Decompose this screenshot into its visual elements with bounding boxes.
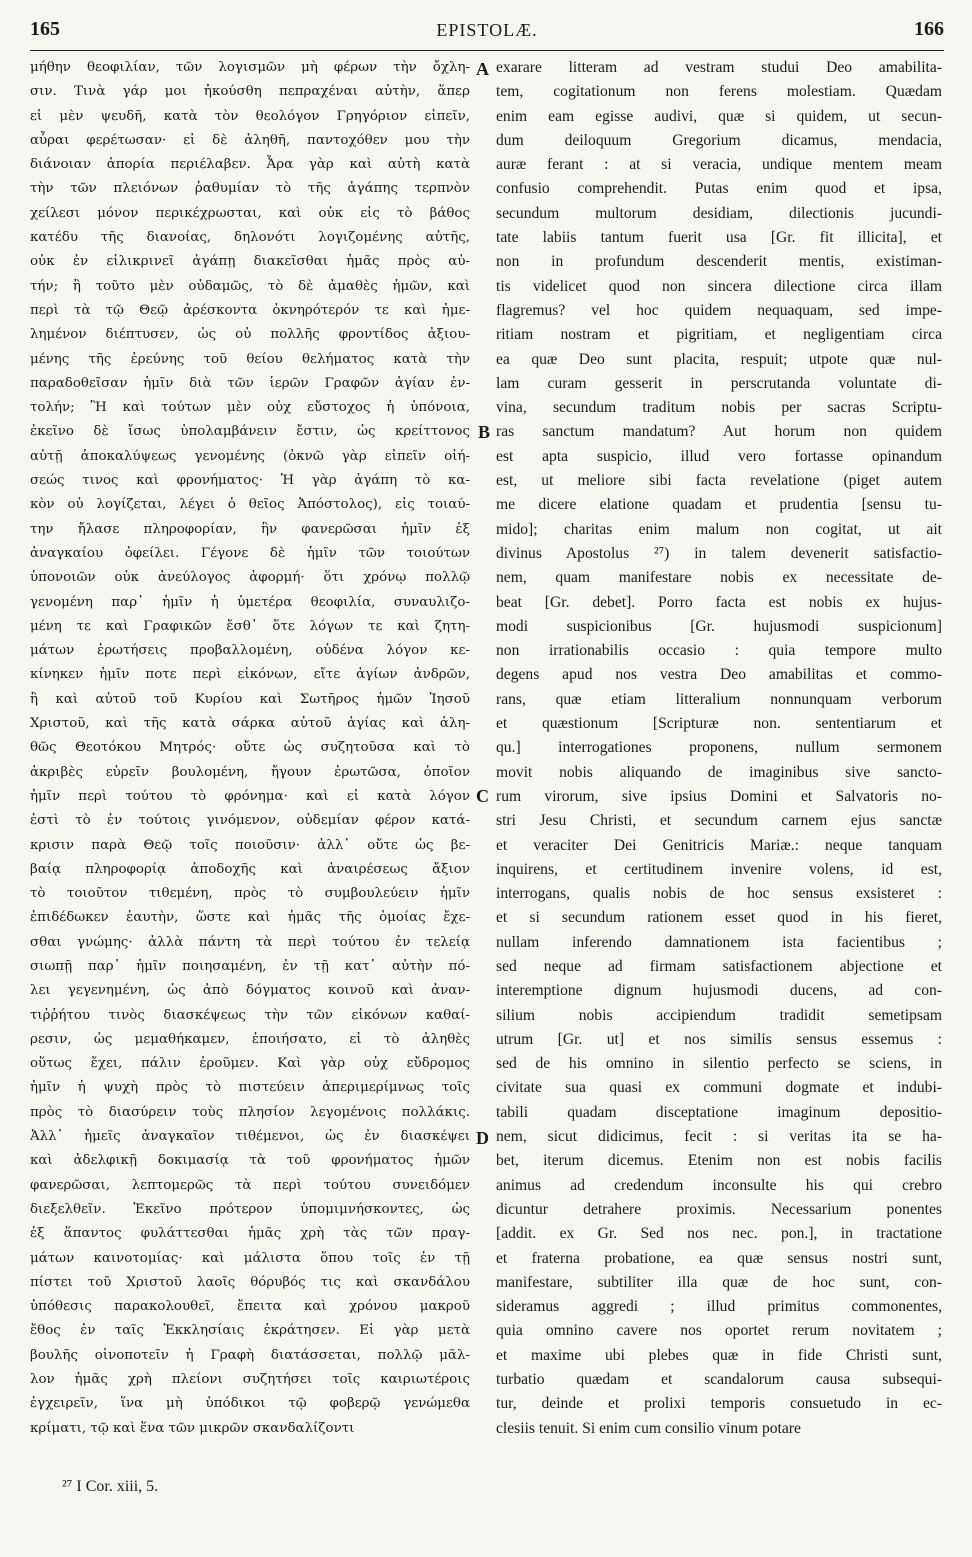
greek-text-line: κίνηκεν ἡμῖν ποτε περὶ εἰκόνων, εἴτε ἁγίων ἀνδρῶν, bbox=[30, 667, 470, 683]
latin-text-line: sed de his omnino in silentio perfecto se sciens, in bbox=[496, 1055, 942, 1073]
greek-text-line: κατέδυ τῆς διανοίας, δηλονότι λογιζομένης αὐτῆς, bbox=[30, 230, 470, 246]
latin-text-line: vina, secundum traditum nobis per sacras Scriptu- bbox=[496, 399, 942, 417]
greek-text-line: ἀκριβὲς εὑρεῖν βουλομένη, ἤγουν ἐρωτῶσα, ὁποῖον bbox=[30, 764, 470, 780]
greek-text-line: ἐγχειρεῖν, ἵνα μὴ ὑπόδικοι τῷ φοβερῷ γενώμεθα bbox=[30, 1396, 470, 1412]
latin-text-line: enim eam egisse audivi, quæ si quidem, ut secun- bbox=[496, 107, 942, 125]
latin-text-line: confusio comprehendit. Putas enim quod et ipsa, bbox=[496, 180, 942, 198]
footnote: ²⁷ I Cor. xiii, 5. bbox=[62, 1478, 159, 1495]
greek-text-line: μάτων ἐρωτήσεις προβαλλομένη, οὐδένα λόγον κε- bbox=[30, 643, 470, 659]
greek-text-line: ἢ καὶ αὐτοῦ τοῦ Κυρίου καὶ Σωτῆρος ἡμῶν Ἰησοῦ bbox=[30, 691, 470, 707]
latin-text-line: interrogans, qualis nobis de hoc sensus exsisteret : bbox=[496, 885, 942, 903]
greek-text-line: σιωπῇ παρ᾽ ἡμῖν ποιησαμένη, ἐν τῇ κατ᾽ αὐτὴν πό- bbox=[30, 958, 470, 974]
latin-text-line: tur, deinde et prolixi temporis consuetudo in ec- bbox=[496, 1395, 942, 1413]
latin-text-line: est, ut meliore sibi facta revelatione (piget autem bbox=[496, 472, 942, 490]
running-title: EPISTOLÆ. bbox=[436, 20, 538, 40]
section-marker-b: B bbox=[478, 422, 491, 442]
greek-text-line: περὶ τὰ τῷ Θεῷ ἀρέσκοντα ὀκνηρότερόν τε καὶ ἠμε- bbox=[30, 302, 470, 318]
latin-text-line: manifestare, subtiliter illa quæ de hoc sunt, con- bbox=[496, 1273, 942, 1291]
greek-text-line: λον ἡμᾶς χρὴ πλείονι συζητήσει τοῖς καιριωτέροις bbox=[30, 1372, 470, 1388]
greek-text-line: ὑπονοιῶν οὐκ ἀνεύλογος ἀφορμή· ὅτι χρόνῳ πολλῷ bbox=[30, 570, 470, 586]
greek-text-line: βουλῆς οἰνοποτεῖν ἡ Γραφὴ διατάσσεται, πολλῷ μᾶλ- bbox=[30, 1347, 470, 1363]
greek-text-line: ἔθος ἐν ταῖς Ἐκκλησίαις ἐκράτησεν. Εἰ γὰρ μετὰ bbox=[30, 1323, 470, 1339]
greek-text-line: διάνοιαν ἀπορία περιέλαβεν. Ἆρα γὰρ καὶ αὐτὴ κατὰ bbox=[30, 157, 470, 173]
latin-text-line: tis videlicet quod non sincera dilectione circa illam bbox=[496, 277, 942, 295]
greek-text-line: αὐτῇ ἀποκαλύψεως γενομένης (ὀκνῶ γὰρ εἰπεῖν οἰή- bbox=[30, 448, 470, 464]
page-number-right: 166 bbox=[914, 18, 944, 40]
latin-text-line: ras sanctum mandatum? Aut horum non quidem bbox=[496, 423, 942, 441]
greek-text-line: τὸ τοιοῦτον τιθεμένη, πρὸς τὸ συμβουλεύειν ἡμῖν bbox=[30, 886, 470, 902]
latin-text-line: secundum multorum desidiam, dilectionis jucundi- bbox=[496, 204, 942, 222]
latin-text-line: et si secundum rationem esset quod in his fieret, bbox=[496, 909, 942, 927]
greek-text-line: Χριστοῦ, καὶ τῆς κατὰ σάρκα αὐτοῦ ἁγίας καὶ ἀλη- bbox=[30, 716, 470, 732]
latin-text-line: ritiam nostram et pigritiam, et negligentiam circa bbox=[496, 326, 942, 344]
greek-text-line: Ἀλλ᾽ ἡμεῖς ἀναγκαῖον τιθέμενοι, ὡς ἐν διασκέψει bbox=[30, 1129, 470, 1145]
greek-text-line: μένη τε καὶ Γραφικῶν ἔσθ᾽ ὅτε λόγων τε καὶ ζητη- bbox=[30, 618, 470, 634]
section-marker-a: A bbox=[476, 59, 489, 79]
latin-text-line: exarare litteram ad vestram studui Deo amabilita- bbox=[496, 59, 942, 76]
greek-text-line: ρεσιν, ὡς μεμαθήκαμεν, ἐποιήσατο, εἰ τὸ ἀληθὲς bbox=[30, 1031, 470, 1047]
greek-text-line: ἐκεῖνο δὲ ἴσως ὑπολαμβάνειν ἔστιν, ὡς κρείττονος bbox=[30, 424, 470, 440]
greek-text-line: οὕτως ἔχει, πάλιν ἐροῦμεν. Καὶ γὰρ οὐχ εὔδρομος bbox=[30, 1056, 470, 1072]
latin-text-line: rum virorum, sive ipsius Domini et Salvatoris no- bbox=[496, 787, 942, 805]
latin-text-line: inquirens, et certitudinem invenire volens, id est, bbox=[496, 860, 942, 878]
latin-text-line: utrum [Gr. ut] et nos similis sensus essemus : bbox=[496, 1030, 942, 1048]
greek-text-line: ἡμῖν ἡ ψυχὴ πρὸς τὸ πιστεύειν ἀπεριμερίμνως τοῖς bbox=[30, 1080, 470, 1096]
latin-text-line: nem, sicut didicimus, fecit : si veritas ita se ha- bbox=[496, 1128, 942, 1146]
latin-text-line: auræ ferant : at si veracia, undique mentem meam bbox=[496, 156, 942, 174]
latin-text-line: interemptione dignum hujusmodi ducens, ad con- bbox=[496, 982, 942, 1000]
latin-text-line: clesiis tenuit. Si enim cum consilio vinum potare bbox=[496, 1419, 801, 1437]
greek-text-line: φανερῶσαι, λεπτομερῶς τὰ περὶ τούτου συνειδόμεν bbox=[30, 1177, 470, 1193]
greek-text-line: τολήν; Ἢ καὶ τούτων μὲν οὐχ εὔστοχος ἡ ὑπόνοια, bbox=[30, 400, 470, 416]
greek-text-line: μάτων καινοτομίας· καὶ μάλιστα ὅπου τοῖς ἐν τῇ bbox=[30, 1250, 470, 1266]
latin-text-line: flagremus? vel hoc quidem nequaquam, sed impe- bbox=[496, 301, 942, 319]
greek-text-line: πίστει τοῦ Χριστοῦ λαοῖς θόρυβός τις καὶ σκανδάλου bbox=[30, 1274, 470, 1290]
greek-text-line: ἐστὶ τὸ ἐν τούτοις γινόμενον, οὐδεμίαν φέρον κατά- bbox=[30, 813, 470, 829]
latin-text-line: [addit. ex Gr. Sed nos nec. pon.], in tractatione bbox=[496, 1225, 942, 1243]
greek-text-line: διεξελθεῖν. Ἐκεῖνο πρότερον ὑπομιμνήσκοντες, ὡς bbox=[30, 1201, 470, 1217]
greek-text-line: σεώς τινος καὶ φρονήματος· Ἡ γὰρ ἀγάπη τὸ κα- bbox=[30, 473, 470, 489]
latin-text-line: silium nobis accipiendum tradidit semetipsam bbox=[496, 1006, 942, 1024]
latin-text-line: tate labiis tantum fuerit usa [Gr. fit illicita], et bbox=[496, 229, 942, 247]
greek-text-line: ὑπόθεσις παρακολουθεῖ, ἔπειτα καὶ χρόνου μακροῦ bbox=[30, 1299, 470, 1315]
greek-text-line: καὶ ἀδελφικῇ δοκιμασίᾳ τὰ τοῦ φρονήματος ἡμῶν bbox=[30, 1153, 470, 1169]
section-marker-c: C bbox=[476, 786, 489, 806]
greek-text-line: τήν; ἢ τοῦτο μὲν οὐδαμῶς, τὸ δὲ ἀμαθὲς ἡμῶν, καὶ bbox=[30, 278, 470, 294]
latin-text-line: ea quæ Deo sunt placita, respuit; utpote quæ nul- bbox=[496, 350, 942, 368]
greek-text-line: βαίᾳ πληροφορίᾳ ἀποδοχῆς καὶ ἀναιρέσεως ἄξιον bbox=[30, 861, 470, 877]
latin-text-line: nullam inferendo damnationem ista facientibus ; bbox=[496, 933, 942, 951]
greek-text-line: τιῤῥήτου τινὸς διασκέψεως τὴν τῶν εἰκόνων καθαί- bbox=[30, 1007, 470, 1023]
latin-text-line: beat [Gr. debet]. Porro facta est nobis ex hujus- bbox=[496, 593, 942, 611]
greek-text-line: παραδοθεῖσαν ἡμῖν διὰ τῶν ἱερῶν Γραφῶν ἁγίαν ἐν- bbox=[30, 375, 470, 391]
latin-text-line: sideramus aggredi ; illud primitus commonentes, bbox=[496, 1298, 942, 1316]
page-header bbox=[30, 16, 944, 51]
greek-text-line: αὖραι φερέτωσαν· εἰ δὲ ἀληθῆ, παντοχόθεν μου τὴν bbox=[30, 132, 470, 148]
section-marker-d: D bbox=[476, 1128, 489, 1148]
latin-text-line: rans, quæ etiam litteralium nonnunquam verborum bbox=[496, 690, 942, 708]
greek-text-line: ἀναγκαίου ὀφείλει. Γέγονε δὲ ἡμῖν τῶν τοιούτων bbox=[30, 545, 470, 561]
greek-text-line: ἐξ ἅπαντος φυλάττεσθαι ἡμᾶς χρὴ τὰς τῶν πραγ- bbox=[30, 1226, 470, 1242]
latin-text-line: degens apud nos vestra Deo amabilitas et commo- bbox=[496, 666, 942, 684]
latin-text-line: stri Jesu Christi, et secundum carnem ejus sanctæ bbox=[496, 812, 942, 830]
greek-text-line: κρίματι, τῷ καὶ ἕνα τῶν μικρῶν σκανδαλίζοντι bbox=[30, 1420, 355, 1436]
latin-text-line: movit nobis aliquando de imaginibus sive sancto- bbox=[496, 763, 942, 781]
latin-text-line: me dicere elatione quadam et prudentia [sensu tu- bbox=[496, 496, 942, 514]
greek-text-line: χείλεσι μόνον περικέχρωσται, καὶ οὐκ εἰς τὸ βάθος bbox=[30, 205, 470, 221]
latin-text-line: dicuntur detrahere proximis. Necessarium ponentes bbox=[496, 1200, 942, 1218]
latin-text-line: dum deiloquum Gregorium dicamus, mendacia, bbox=[496, 131, 942, 149]
latin-text-line: et quæstionum [Scripturæ non. sententiarum et bbox=[496, 715, 942, 733]
greek-text-line: τὴν τῶν πλειόνων ῥαθυμίαν τὸ τῆς ἀγάπης τερπνὸν bbox=[30, 181, 470, 197]
greek-text-line: λημένον διέπτυσεν, ὡς οὐ πολλῆς φροντίδος ἀξιου- bbox=[30, 327, 470, 343]
greek-text-line: θῶς Θεοτόκου Μητρός· οὔτε ὡς συζητοῦσα καὶ τὸ bbox=[30, 740, 470, 756]
latin-text-line: et fraterna probatione, ea quæ sensus nostri sunt, bbox=[496, 1249, 942, 1267]
greek-text-line: σιν. Τινὰ γάρ μοι ἠκούσθη πεπραχέναι αὐτὴν, ἅπερ bbox=[30, 84, 470, 100]
greek-text-line: οὐκ ἐν εἰλικρινεῖ ἀγάπῃ διακεῖσθαι ἡμᾶς πρὸς αὐ- bbox=[30, 254, 470, 270]
latin-text-line: civitate sua quasi ex communi dogmate et indubi- bbox=[496, 1079, 942, 1097]
greek-text-line: σθαι γνώμης· ἀλλὰ πάντη τὰ περὶ τούτου ἐν τελείᾳ bbox=[30, 934, 470, 950]
greek-text-line: εἰ μὲν ψευδῆ, κατὰ τὸν θεολόγον Γρηγόριον εἰπεῖν, bbox=[30, 108, 470, 124]
latin-text-line: tem, cogitationum non ferens molestiam. Quædam bbox=[496, 83, 942, 101]
greek-text-line: πρὸς τὸ διασύρειν τοὺς πλησίον λεγομένοις πολλάκις. bbox=[30, 1104, 470, 1120]
latin-text-line: nem, quam manifestare nobis ex necessitate de- bbox=[496, 569, 942, 587]
latin-text-line: tabili quadam disceptatione imaginum depositio- bbox=[496, 1103, 942, 1121]
greek-text-line: την ἤλασε πληροφορίαν, ἣν φανερῶσαι ἡμῖν ἐξ bbox=[30, 521, 470, 537]
latin-text-line: non irrationabilis occasio : quia tempore multo bbox=[496, 642, 942, 660]
latin-text-line: quia omnino cavere nos oportet rerum novitatem ; bbox=[496, 1322, 942, 1340]
greek-text-line: κρισιν παρὰ Θεῷ τοῖς ποιοῦσιν· ἀλλ᾽ οὔτε ὡς βε- bbox=[30, 837, 470, 853]
greek-text-line: γενομένη παρ᾽ ἡμῖν ἡ ὑμετέρα θεοφιλία, συναυλιζο- bbox=[30, 594, 470, 610]
greek-text-line: μήθην θεοφιλίαν, τῶν λογισμῶν μὴ φέρων τὴν ὄχλη- bbox=[30, 60, 470, 75]
latin-text-column bbox=[496, 56, 942, 1441]
latin-text-line: lam curam gesserit in perscrutanda voluntate di- bbox=[496, 374, 942, 392]
latin-text-line: sed neque ad firmam satisfactionem abjectione et bbox=[496, 957, 942, 975]
latin-text-line: turbatio quædam et scandalorum causa subsequi- bbox=[496, 1371, 942, 1389]
latin-text-line: modi suspicionibus [Gr. hujusmodi suspicionum] bbox=[496, 617, 942, 635]
latin-text-line: bet, iterum dicemus. Etenim non est nobis facilis bbox=[496, 1152, 942, 1170]
greek-text-line: ἡμῖν περὶ τούτου τὸ φρόνημα· καὶ εἰ κατὰ λόγον bbox=[30, 788, 470, 804]
latin-text-line: est apta suspicio, illud vero fortasse opinandum bbox=[496, 447, 942, 465]
latin-text-line: mido]; charitas enim malum non cogitat, ut ait bbox=[496, 520, 942, 538]
greek-text-line: λει γεγενημένη, ὡς ἀπὸ δόγματος κοινοῦ καὶ ἀναν- bbox=[30, 983, 470, 999]
greek-text-line: ἐπιδέδωκεν ἑαυτὴν, ὥστε καὶ ἡμᾶς τῆς ὁμοίας ἔχε- bbox=[30, 910, 470, 926]
latin-text-line: qu.] interrogationes proponens, nullum sermonem bbox=[496, 739, 942, 757]
latin-text-line: et veraciter Dei Genitricis Mariæ.: neque tanquam bbox=[496, 836, 942, 854]
greek-text-column bbox=[30, 56, 470, 1441]
latin-text-line: non in profundum descenderit mentis, existiman- bbox=[496, 253, 942, 271]
page-number-left: 165 bbox=[30, 18, 60, 40]
greek-text-line: μένης τῆς ἐρεύνης τοῦ θείου θελήματος κατὰ τὴν bbox=[30, 351, 470, 367]
latin-text-line: animus ad credendum inconsulte his qui crebro bbox=[496, 1176, 942, 1194]
latin-text-line: divinus Apostolus ²⁷) in talem devenerit satisfactio- bbox=[496, 544, 942, 562]
greek-text-line: κὸν οὐ λογίζεται, λέγει ὁ θεῖος Ἀπόστολος), εἰς τοιαύ- bbox=[30, 497, 470, 513]
latin-text-line: et maxime ubi plebes quæ in fide Christi sunt, bbox=[496, 1346, 942, 1364]
